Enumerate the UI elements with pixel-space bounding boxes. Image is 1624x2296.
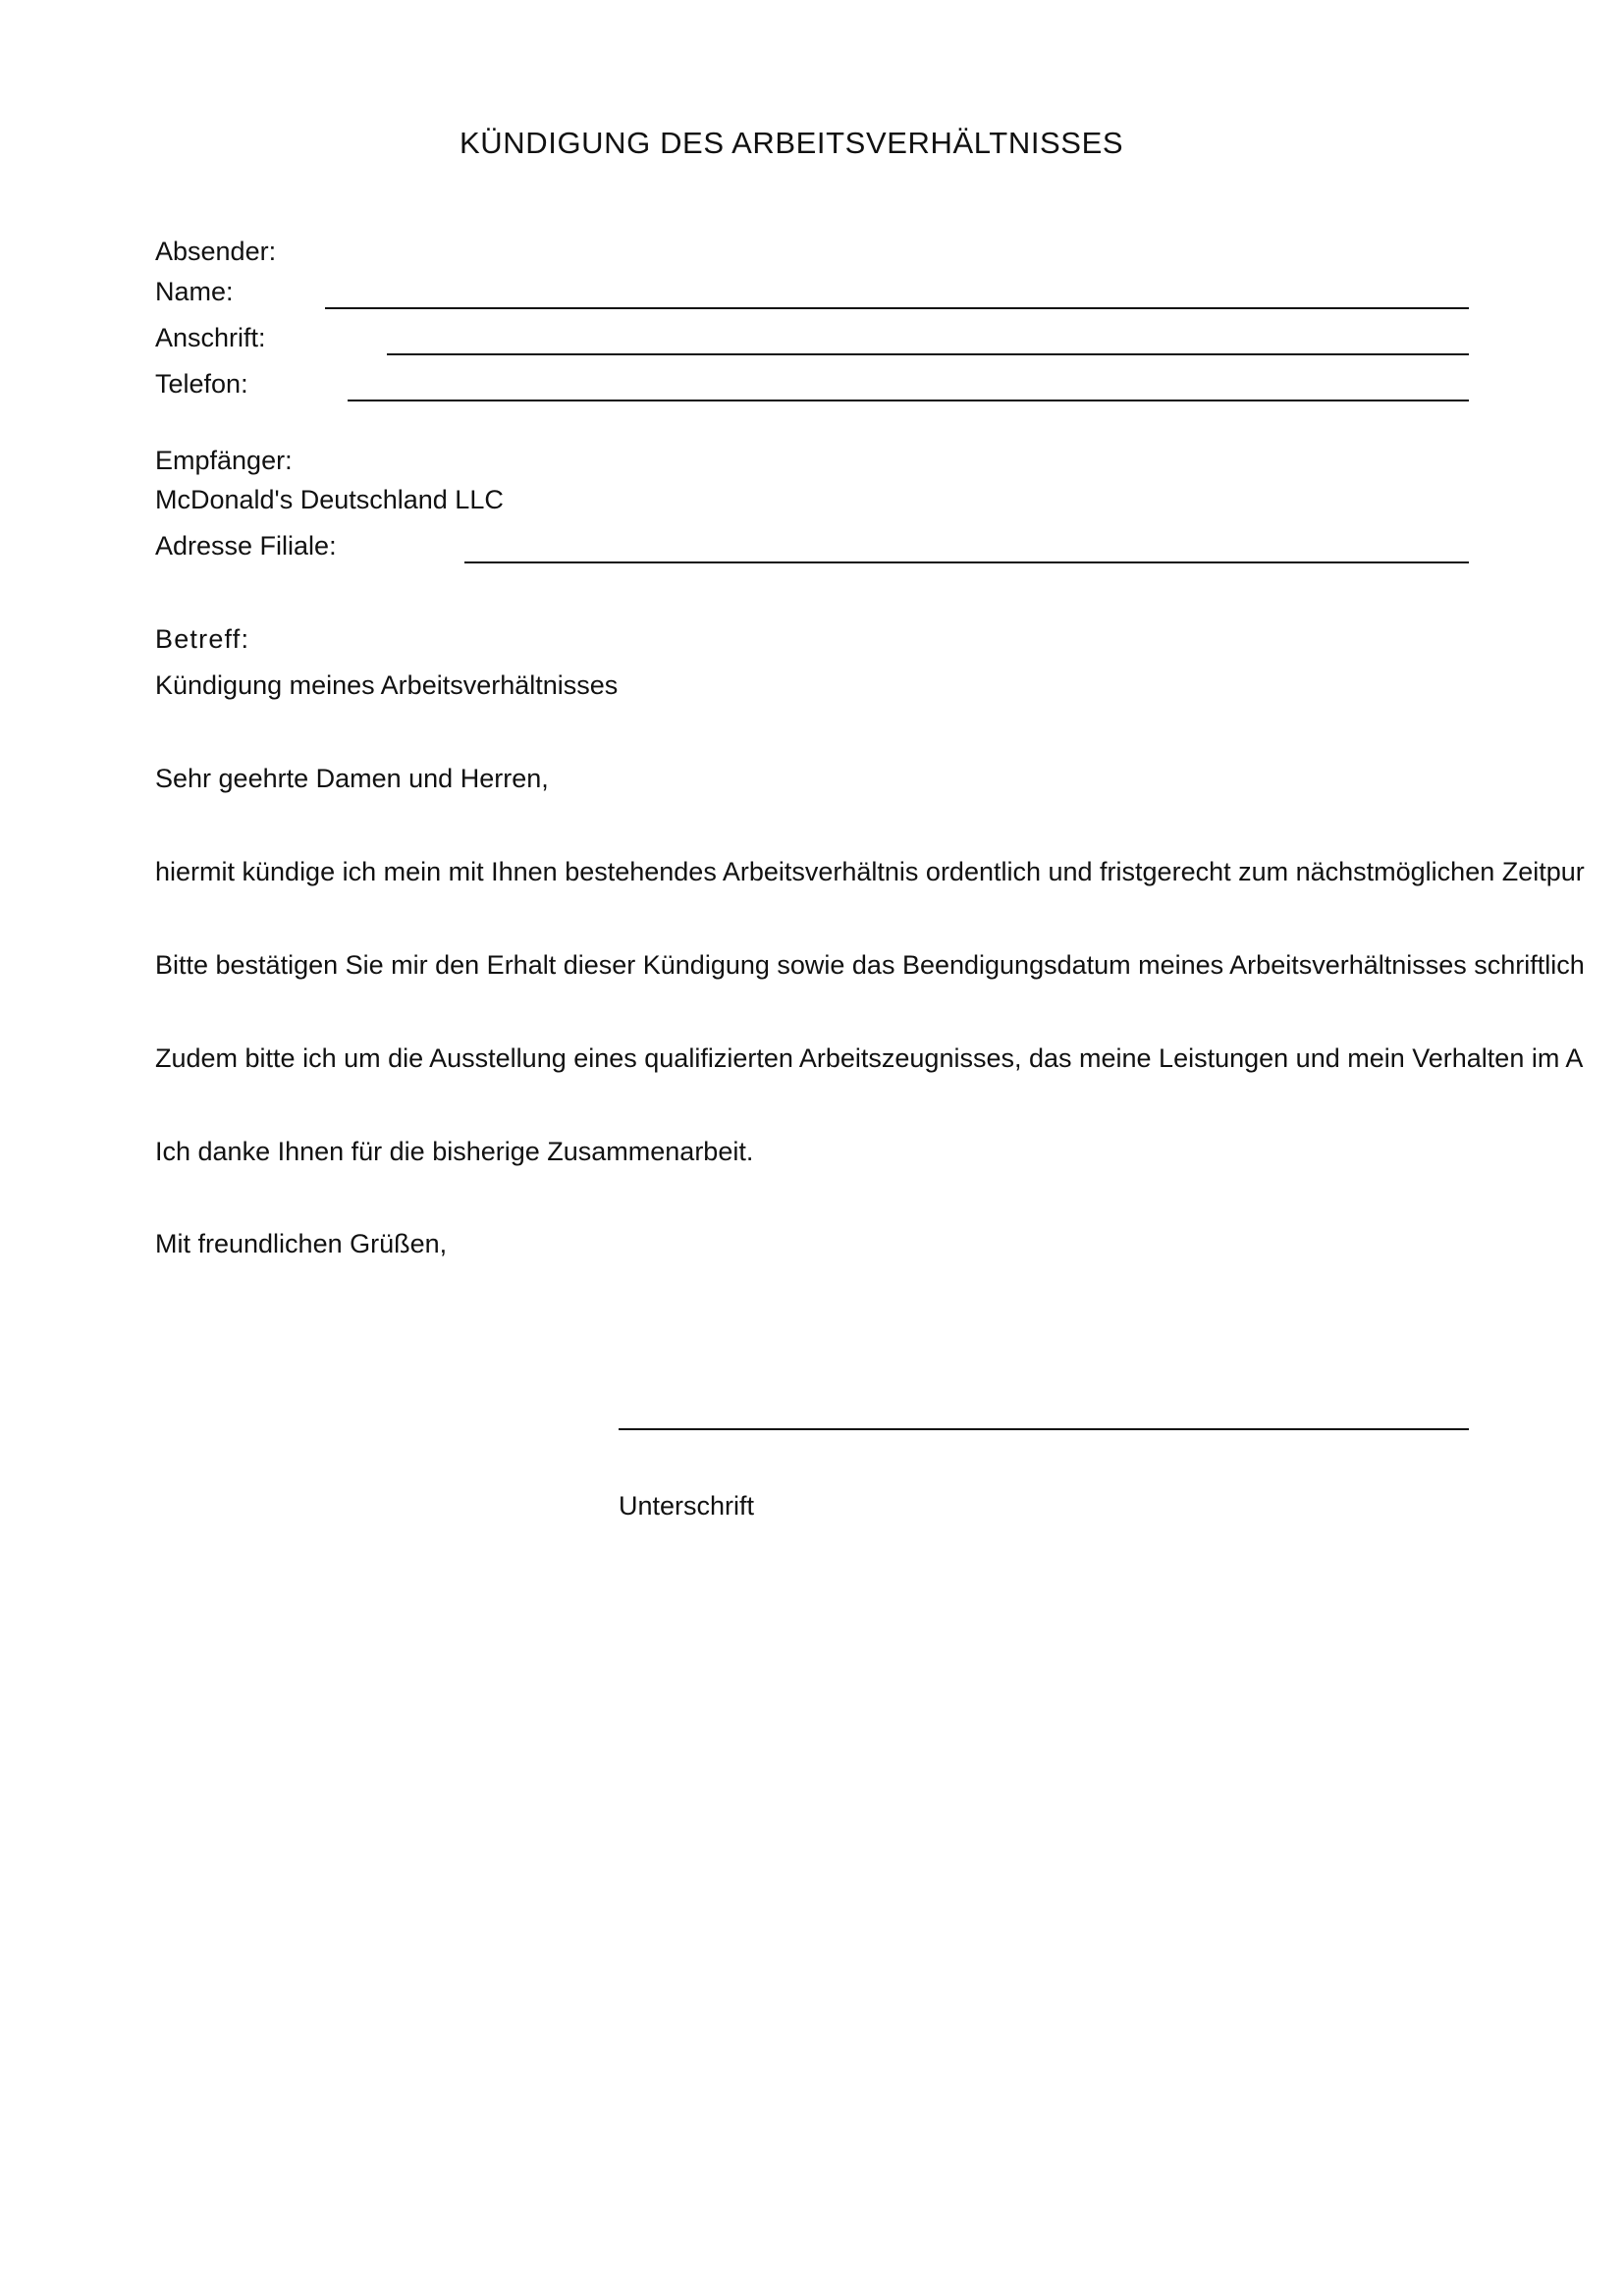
paragraph-reference: Zudem bitte ich um die Ausstellung eines qualifizierten Arbeitszeugnisses, das meine Leistungen und mein Verhalten im A	[155, 1043, 1584, 1073]
branch-address-field-line[interactable]	[464, 561, 1469, 563]
branch-address-label: Adresse Filiale:	[155, 531, 337, 561]
subject-text: Kündigung meines Arbeitsverhältnisses	[155, 670, 619, 700]
paragraph-thanks: Ich danke Ihnen für die bisherige Zusammenarbeit.	[155, 1137, 754, 1166]
recipient-heading: Empfänger:	[155, 446, 293, 475]
address-field-line[interactable]	[387, 353, 1469, 355]
subject-label: Betreff:	[155, 624, 250, 654]
name-field-line[interactable]	[325, 307, 1469, 309]
phone-label: Telefon:	[155, 369, 248, 399]
phone-field-line[interactable]	[348, 400, 1469, 401]
signature-label: Unterschrift	[619, 1491, 755, 1521]
signature-line[interactable]	[619, 1428, 1469, 1430]
salutation: Sehr geehrte Damen und Herren,	[155, 764, 549, 793]
document-title: KÜNDIGUNG DES ARBEITSVERHÄLTNISSES	[460, 126, 1124, 160]
address-label: Anschrift:	[155, 323, 266, 352]
paragraph-confirmation: Bitte bestätigen Sie mir den Erhalt dieser Kündigung sowie das Beendigungsdatum meines Arbeitsverhältnisses schriftlich	[155, 950, 1585, 980]
name-label: Name:	[155, 277, 234, 306]
recipient-company: McDonald's Deutschland LLC	[155, 485, 504, 514]
paragraph-termination: hiermit kündige ich mein mit Ihnen bestehendes Arbeitsverhältnis ordentlich und fristgerecht zum nächstmöglichen Zeitpur	[155, 857, 1585, 886]
closing: Mit freundlichen Grüßen,	[155, 1229, 448, 1258]
sender-heading: Absender:	[155, 237, 277, 266]
